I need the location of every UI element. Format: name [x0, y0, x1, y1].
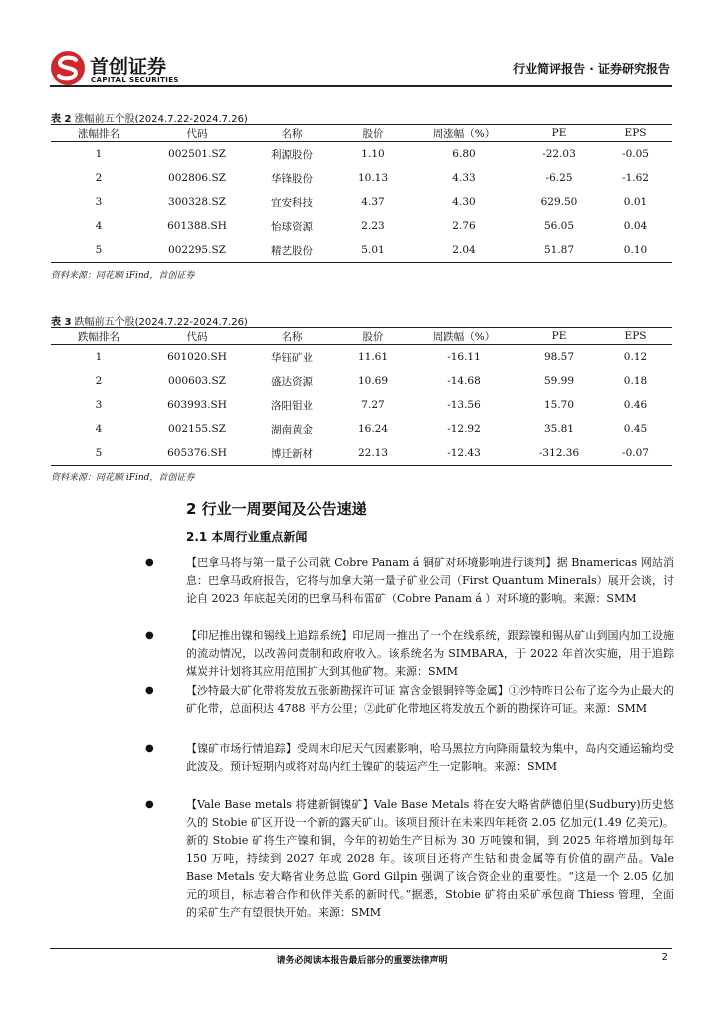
table-row	[51, 369, 672, 393]
table-cell: 华锋股份	[271, 172, 313, 185]
news-item	[145, 682, 675, 718]
table-cell: 16.24	[357, 423, 389, 435]
table-cell: -22.03	[542, 148, 576, 160]
bullet-icon: ●	[145, 743, 154, 754]
table-cell: 601020.SH	[167, 351, 227, 363]
table-cell: -16.11	[447, 351, 481, 363]
table-cell: 4.30	[452, 196, 476, 208]
table-cell: 5	[51, 441, 147, 466]
logo-mark-icon	[50, 50, 86, 86]
table-cell: -13.56	[447, 399, 481, 411]
news-item	[145, 796, 674, 922]
table-cell: 洛阳钼业	[271, 399, 313, 412]
column-header: 涨幅排名	[51, 125, 147, 142]
table-cell: 10.13	[357, 172, 389, 184]
news-item	[145, 554, 674, 608]
bullet-icon: ●	[145, 557, 154, 568]
table-cell: 2	[95, 172, 103, 184]
table-row	[51, 142, 672, 167]
table-cell: 4	[95, 423, 103, 435]
table-header-row	[51, 328, 672, 345]
table-cell: 35.81	[543, 423, 575, 435]
table3-caption-label: 表 3	[51, 317, 72, 328]
table-cell: 59.99	[543, 375, 575, 387]
table-row	[51, 166, 672, 190]
news-item	[145, 627, 675, 681]
table-cell: 000603.SZ	[168, 375, 226, 387]
news-title: 【印尼推出镍和锡线上追踪系统】	[186, 629, 353, 642]
subsection-heading: 2.1 本周行业重点新闻	[186, 530, 308, 544]
table-row	[51, 238, 672, 263]
table-cell: 603993.SH	[167, 399, 227, 411]
table-cell: 4	[95, 220, 103, 232]
table-cell: 2.04	[409, 238, 519, 263]
table-cell: 4.33	[452, 172, 476, 184]
table-cell: 0.04	[623, 220, 648, 232]
page-header	[0, 0, 724, 90]
table-cell: 300328.SZ	[168, 196, 226, 208]
table-cell: 0.18	[623, 375, 648, 387]
table-cell: 0.01	[623, 196, 648, 208]
news-title: 【沙特最大矿化带将发放五张新勘探许可证 富含金银铜锌等金属】	[186, 684, 509, 697]
table-cell: 0.10	[599, 238, 672, 263]
footer-divider	[50, 948, 672, 949]
table-cell: -0.07	[599, 441, 672, 466]
table-cell: 精艺股份	[247, 238, 337, 263]
table-cell: 11.61	[357, 351, 389, 363]
table-cell: 利源股份	[271, 148, 313, 161]
table-cell: 002295.SZ	[147, 238, 247, 263]
table-cell: 7.27	[361, 399, 385, 411]
bullet-icon: ●	[145, 685, 154, 696]
table-row	[51, 214, 672, 238]
news-body: 据 Bnamericas 网站消息：巴拿马政府报告，它将与加拿大第一量子矿业公司（First Quantum Minerals）展开会谈，讨论自 2023 年底起关闭的巴拿马科布雷矿（Cobre Panam á ）对环境的影响。来源：SMM	[186, 556, 674, 605]
column-header: 周涨幅（%）	[409, 125, 519, 142]
table-cell: 华钰矿业	[271, 351, 313, 364]
table-cell: 601388.SH	[167, 220, 227, 232]
table-cell: 10.69	[357, 375, 389, 387]
bullet-icon: ●	[145, 799, 154, 810]
news-body: ①沙特昨日公布了迄今为止最大的矿化带，总面积达 4788 平方公里；②此矿化带地区将发放五个新的勘探许可证。来源：SMM	[186, 684, 675, 715]
table-cell: 4.37	[361, 196, 385, 208]
table3-caption-title: 跌幅前五个股(2024.7.22-2024.7.26)	[74, 317, 248, 328]
logo-english-name: CAPITAL SECURITIES	[91, 76, 179, 84]
table-row	[51, 441, 672, 466]
column-header: 名称	[247, 328, 337, 345]
table-cell: 怡球资源	[271, 220, 313, 233]
table3-caption	[51, 313, 248, 328]
table-cell: 2.23	[361, 220, 385, 232]
table-row	[51, 190, 672, 214]
table-cell: 0.12	[623, 351, 648, 363]
news-title: 【镍矿市场行情追踪】	[186, 742, 297, 755]
table-cell: 5.01	[337, 238, 409, 263]
table2-caption-label: 表 2	[51, 114, 72, 125]
table-cell: 98.57	[543, 351, 575, 363]
legal-disclaimer-notice: 请务必阅读本报告最后部分的重要法律声明	[276, 956, 448, 966]
column-header: EPS	[599, 328, 672, 345]
table-cell: 002806.SZ	[168, 172, 226, 184]
table-cell: 56.05	[543, 220, 575, 232]
column-header: 代码	[147, 125, 247, 142]
column-header: 名称	[247, 125, 337, 142]
news-body: 受周末印尼天气因素影响，哈马黑拉方向降雨量较为集中，岛内交通运输均受此波及。预计短期内或将对岛内红土镍矿的装运产生一定影响。来源：SMM	[186, 742, 675, 773]
table-cell: 1.10	[361, 148, 385, 160]
table-cell: -12.43	[409, 441, 519, 466]
table-cell: -14.68	[447, 375, 481, 387]
table-cell: -12.92	[447, 423, 481, 435]
table-cell: 0.45	[623, 423, 648, 435]
news-body: Vale Base Metals 将在安大略省萨德伯里(Sudbury)历史悠久的 Stobie 矿区开设一个新的露天矿山。该项目预计在未来四年耗资 2.05 亿加元(1.49 亿美元)。新的 Stobie 矿将生产镍和铜，今年的初始生产目标为 30 万吨镍和铜，到 2025 年将增加到每年 150 万吨，持续到 2027 年或 2028 年。该项目还将产生钴和贵金属等有价值的副产品。Vale Base Metals 安大略省业务总监 Gord Gilpin 强调了该合资企业的重要性。“这是一个 2.05 亿加元的项目，标志着合作和伙伴关系的新时代。”据悉，Stobie 矿将由采矿承包商 Thiess 管理，全面的采矿生产有望很快开始。来源：SMM	[186, 798, 674, 919]
column-header: 跌幅排名	[51, 328, 147, 345]
table-cell: 2	[95, 375, 103, 387]
table-row	[51, 393, 672, 417]
table-cell: 3	[95, 399, 103, 411]
report-type-label: 行业简评报告 · 证券研究报告	[513, 62, 670, 76]
column-header: 股价	[337, 328, 409, 345]
table-cell: 002501.SZ	[168, 148, 226, 160]
table2-caption-title: 涨幅前五个股(2024.7.22-2024.7.26)	[74, 114, 248, 125]
table-cell: 002155.SZ	[168, 423, 226, 435]
news-item	[145, 740, 675, 776]
table-header-row	[51, 125, 672, 142]
column-header: 代码	[147, 328, 247, 345]
table-cell: 3	[95, 196, 103, 208]
table2-caption	[51, 110, 248, 125]
column-header: 股价	[337, 125, 409, 142]
table3-source: 资料来源：同花顺 iFind，首创证券	[51, 473, 195, 483]
header-divider	[50, 85, 672, 87]
table-cell: 15.70	[543, 399, 575, 411]
gainers-table	[51, 124, 672, 263]
bullet-icon: ●	[145, 630, 154, 641]
column-header: PE	[519, 328, 599, 345]
news-title: 【Vale Base metals 将建新铜镍矿】	[186, 798, 374, 811]
column-header: PE	[519, 125, 599, 142]
column-header: 周跌幅（%）	[409, 328, 519, 345]
table-cell: -312.36	[519, 441, 599, 466]
table-cell: 629.50	[540, 196, 578, 208]
table-cell: 博迁新材	[247, 441, 337, 466]
logo-chinese-name: 首创证券	[90, 56, 167, 78]
news-title: 【巴拿马将与第一量子公司就 Cobre Panam á 铜矿对环境影响进行谈判】	[186, 556, 557, 569]
table2-source: 资料来源：同花顺 iFind，首创证券	[51, 271, 195, 281]
table-cell: 6.80	[452, 148, 476, 160]
table-row	[51, 345, 672, 370]
losers-table	[51, 327, 672, 466]
table-cell: 湖南黄金	[271, 423, 313, 436]
table-cell: 盛达资源	[271, 375, 313, 388]
section-heading: 2 行业一周要闻及公告速递	[186, 500, 367, 518]
table-cell: 22.13	[337, 441, 409, 466]
table-cell: 1	[95, 148, 103, 160]
company-logo	[50, 50, 195, 90]
table-cell: 1	[95, 351, 103, 363]
table-cell: 2.76	[452, 220, 476, 232]
table-cell: 宜安科技	[271, 196, 313, 209]
news-body: 印尼周一推出了一个在线系统，跟踪镍和锡从矿山到国内加工设施的流动情况，以改善问责制和政府收入。该系统名为 SIMBARA，于 2022 年首次实施，用于追踪煤炭并计划将其应用范围扩大到其他矿物。来源：SMM	[186, 629, 675, 678]
table-cell: 605376.SH	[147, 441, 247, 466]
table-cell: 0.46	[623, 399, 648, 411]
table-cell: 5	[51, 238, 147, 263]
table-cell: 51.87	[519, 238, 599, 263]
table-row	[51, 417, 672, 441]
table-cell: -1.62	[622, 172, 649, 184]
column-header: EPS	[599, 125, 672, 142]
table-cell: -0.05	[622, 148, 649, 160]
page-number: 2	[661, 952, 668, 963]
table-cell: -6.25	[545, 172, 573, 184]
